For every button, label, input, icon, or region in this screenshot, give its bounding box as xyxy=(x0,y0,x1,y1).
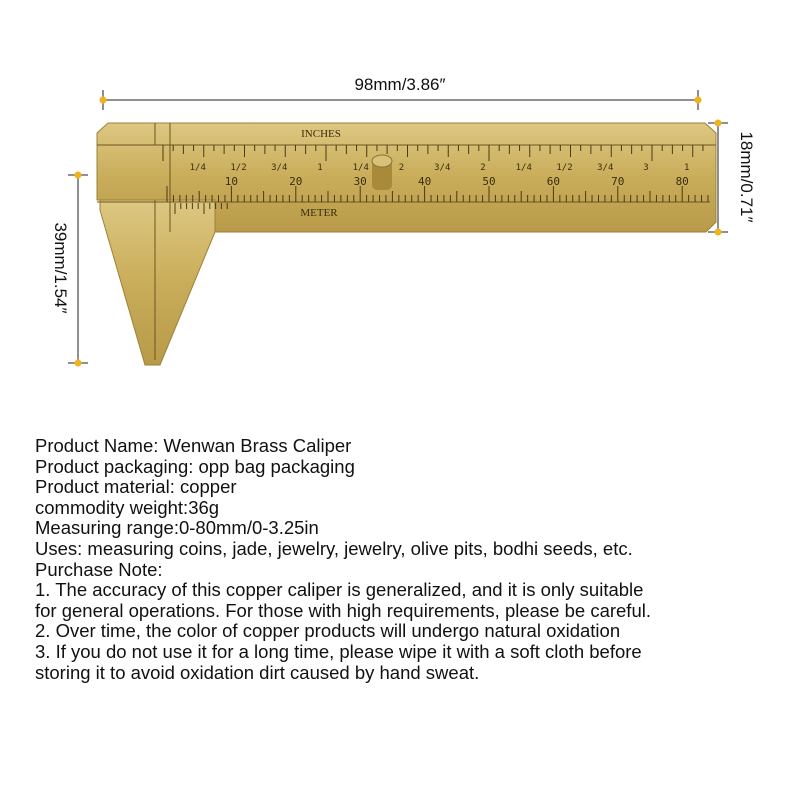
metric-scale-label: 30 xyxy=(353,175,367,188)
inch-scale-label: 1/4 xyxy=(189,163,206,173)
metric-scale-label: 80 xyxy=(675,175,689,188)
description-line: Purchase Note: xyxy=(35,558,163,580)
inch-scale-label: 1/2 xyxy=(556,163,573,173)
description-line: 3. If you do not use it for a long time, please wipe it with a soft cloth before xyxy=(35,640,642,662)
width-dimension: 18mm/0.71″ xyxy=(737,131,756,223)
length-dimension: 98mm/3.86″ xyxy=(354,75,446,94)
metric-scale-label: 50 xyxy=(482,175,496,188)
inch-scale-label: 2 xyxy=(398,163,405,173)
metric-scale-label: 70 xyxy=(611,175,625,188)
inch-scale-label: 3/4 xyxy=(434,163,451,173)
inch-scale-label: 1/4 xyxy=(515,163,532,173)
inch-scale-label: 3/4 xyxy=(271,163,288,173)
description-line: 2. Over time, the color of copper products will undergo natural oxidation xyxy=(35,620,621,642)
description-line: storing it to avoid oxidation dirt caused by hand sweat. xyxy=(35,661,480,683)
inch-scale-label: 3/4 xyxy=(597,163,614,173)
meter-label: METER xyxy=(300,207,338,219)
description-line: commodity weight:36g xyxy=(35,496,220,518)
inch-scale-label: 1 xyxy=(684,163,690,173)
description-line: Uses: measuring coins, jade, jewelry, jewelry, olive pits, bodhi seeds, etc. xyxy=(35,537,633,559)
inch-scale-label: 1/4 xyxy=(352,163,369,173)
inch-scale-label: 3 xyxy=(643,163,649,173)
height-dimension: 39mm/1.54″ xyxy=(51,222,70,314)
inch-scale-label: 1/2 xyxy=(230,163,247,173)
metric-scale-label: 20 xyxy=(289,175,303,188)
inches-label: INCHES xyxy=(301,128,341,140)
inch-scale-label: 1 xyxy=(317,163,323,173)
description-line: 1. The accuracy of this copper caliper is generalized, and it is only suitable xyxy=(35,579,644,601)
description-line: Measuring range:0-80mm/0-3.25in xyxy=(35,517,319,539)
metric-scale-label: 40 xyxy=(417,175,432,188)
product-description xyxy=(35,436,775,683)
description-line: Product packaging: opp bag packaging xyxy=(35,455,355,477)
description-line: for general operations. For those with high requirements, please be careful. xyxy=(35,599,651,621)
metric-scale-label: 60 xyxy=(546,175,561,188)
inch-scale-label: 2 xyxy=(480,163,486,173)
metric-scale-label: 10 xyxy=(224,175,239,188)
thumb-knob[interactable] xyxy=(372,155,392,190)
description-line: Product material: copper xyxy=(35,476,237,498)
description-line: Product Name: Wenwan Brass Caliper xyxy=(35,435,352,456)
caliper-jaw xyxy=(100,200,215,365)
